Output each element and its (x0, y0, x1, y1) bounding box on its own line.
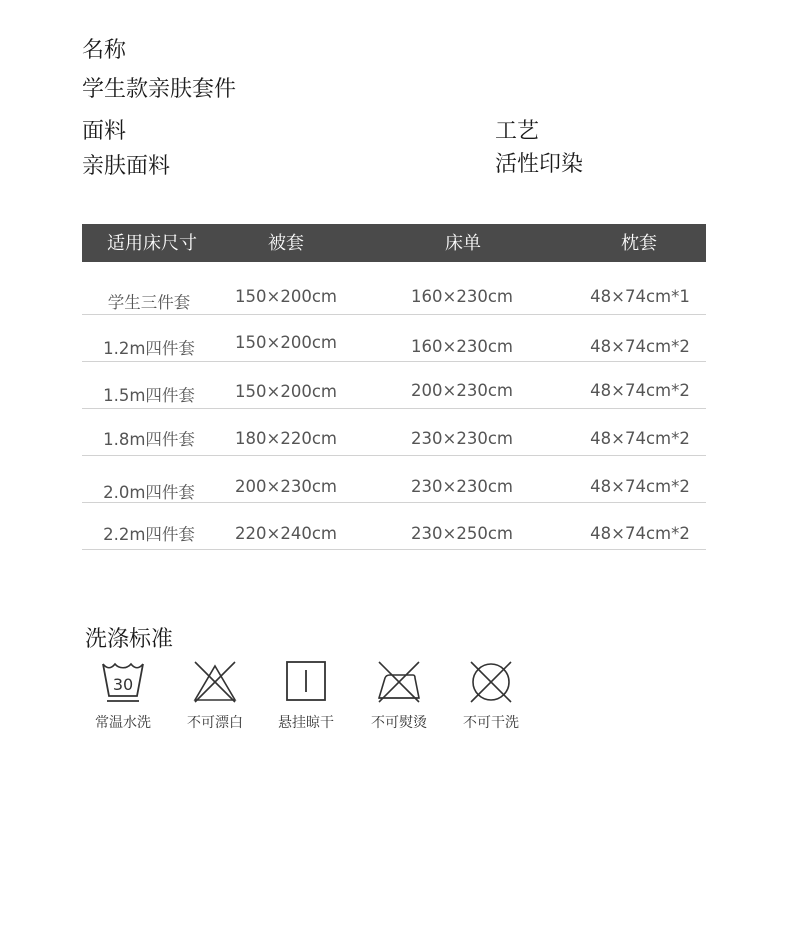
cell-duvet-cover: 150×200cm (235, 382, 337, 401)
cell-bed-size: 1.2m四件套 (103, 339, 195, 358)
care-caption: 不可漂白 (187, 715, 243, 731)
care-item-wash (83, 660, 163, 732)
table-row (82, 456, 706, 503)
header-bed-size: 适用床尺寸 (107, 233, 197, 254)
craft-label: 工艺 (495, 119, 540, 144)
cell-bed-size: 2.0m四件套 (103, 483, 195, 502)
cell-bed-sheet: 200×230cm (411, 381, 513, 400)
cell-duvet-cover: 200×230cm (235, 477, 337, 496)
table-row (82, 315, 706, 362)
header-bed-sheet: 床单 (445, 233, 481, 254)
wash-temp-text: 30 (112, 675, 134, 694)
no-dry-clean-icon (467, 660, 515, 704)
cell-bed-size: 1.5m四件套 (103, 386, 195, 405)
no-iron-icon (375, 660, 423, 704)
cell-duvet-cover: 150×200cm (235, 287, 337, 306)
cell-duvet-cover: 220×240cm (235, 524, 337, 543)
name-label: 名称 (82, 38, 127, 63)
table-row (82, 362, 706, 409)
table-row (82, 262, 706, 315)
cell-pillowcase: 48×74cm*2 (590, 381, 690, 400)
cell-bed-size: 1.8m四件套 (103, 430, 195, 449)
care-item-no-iron (359, 660, 439, 732)
care-caption: 不可干洗 (463, 715, 519, 731)
care-caption: 悬挂晾干 (278, 715, 334, 731)
no-bleach-icon (191, 660, 239, 704)
care-item-hang-dry (266, 660, 346, 732)
cell-pillowcase: 48×74cm*2 (590, 337, 690, 356)
cell-bed-sheet: 230×230cm (411, 429, 513, 448)
hang-dry-icon (282, 660, 330, 704)
cell-pillowcase: 48×74cm*2 (590, 477, 690, 496)
cell-bed-sheet: 230×250cm (411, 524, 513, 543)
fabric-label: 面料 (82, 119, 127, 144)
table-row (82, 503, 706, 550)
size-table (82, 224, 706, 550)
wash-30-icon (99, 660, 147, 704)
cell-bed-sheet: 230×230cm (411, 477, 513, 496)
cell-bed-sheet: 160×230cm (411, 287, 513, 306)
table-header (82, 224, 706, 262)
care-caption: 不可熨烫 (371, 715, 427, 731)
cell-bed-size: 学生三件套 (107, 293, 191, 312)
craft-value: 活性印染 (495, 152, 584, 177)
table-row (82, 409, 706, 456)
care-caption: 常温水洗 (95, 715, 151, 731)
cell-pillowcase: 48×74cm*2 (590, 524, 690, 543)
cell-pillowcase: 48×74cm*1 (590, 287, 690, 306)
cell-duvet-cover: 180×220cm (235, 429, 337, 448)
care-item-no-dry-clean (451, 660, 531, 732)
cell-bed-sheet: 160×230cm (411, 337, 513, 356)
name-value: 学生款亲肤套件 (82, 77, 237, 102)
cell-duvet-cover: 150×200cm (235, 333, 337, 352)
header-pillowcase: 枕套 (621, 233, 657, 254)
fabric-value: 亲肤面料 (82, 154, 171, 179)
cell-bed-size: 2.2m四件套 (103, 525, 195, 544)
care-title: 洗涤标准 (85, 627, 174, 652)
cell-pillowcase: 48×74cm*2 (590, 429, 690, 448)
header-duvet-cover: 被套 (268, 233, 304, 254)
care-item-no-bleach (175, 660, 255, 732)
